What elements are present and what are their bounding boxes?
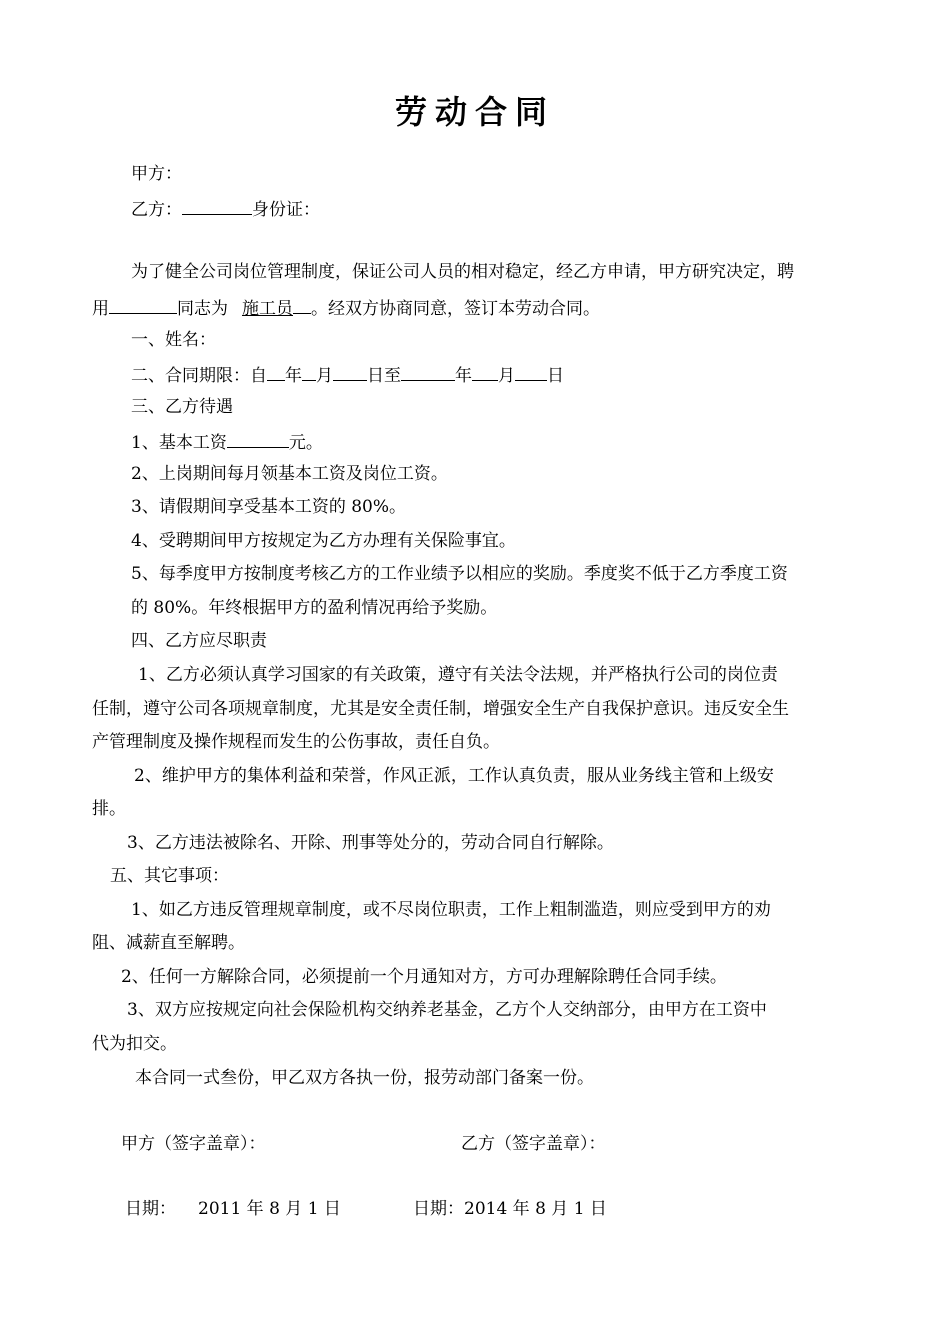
item-3-4: 4、受聘期间甲方按规定为乙方办理有关保险事宜。: [131, 531, 516, 551]
party-b-date: 日期：2014 年 8 月 1 日: [413, 1199, 607, 1219]
term-start-month-blank: [302, 362, 316, 381]
term-month-text: 月: [316, 366, 333, 386]
party-b-line: [131, 196, 320, 221]
intro-hire-text: 用: [92, 299, 109, 319]
position-blank-tail: [293, 295, 311, 314]
item-4-2-line-1: 2、维护甲方的集体利益和荣誉，作风正派，工作认真负责，服从业务线主管和上级安: [134, 766, 774, 786]
item-4-1-line-2: 任制，遵守公司各项规章制度，尤其是安全责任制，增强安全生产自我保护意识。违反安全生: [92, 699, 789, 719]
section-1-name: 一、姓名：: [131, 330, 216, 350]
item-4-1-line-1: 1、乙方必须认真学习国家的有关政策，遵守有关法令法规，并严格执行公司的岗位责: [138, 665, 778, 685]
term-day2-text: 日: [547, 366, 564, 386]
section-4-title: 四、乙方应尽职责: [131, 631, 267, 651]
party-a-date-label: 日期：: [125, 1199, 176, 1219]
intro-line-2: [92, 295, 600, 320]
intro-line-1: 为了健全公司岗位管理制度，保证公司人员的相对稳定，经乙方申请，甲方研究决定，聘: [131, 262, 794, 282]
section-5-title: 五、其它事项：: [110, 866, 229, 886]
item-5-2: 2、任何一方解除合同，必须提前一个月通知对方，方可办理解除聘任合同手续。: [121, 967, 727, 987]
salary-line: [131, 429, 323, 454]
intro-comrade-text: 同志为: [177, 299, 228, 319]
term-year-text: 年: [285, 366, 302, 386]
section-3-title: 三、乙方待遇: [131, 397, 233, 417]
item-4-1-line-3: 产管理制度及操作规程而发生的公伤事故，责任自负。: [92, 732, 500, 752]
item-4-2-line-2: 排。: [92, 799, 126, 819]
id-card-label: 身份证：: [252, 200, 320, 220]
party-a-signature-label: 甲方（签字盖章）：: [121, 1134, 266, 1154]
item-5-1-line-2: 阻、减薪直至解聘。: [92, 933, 245, 953]
comrade-name-blank: [109, 295, 177, 314]
item-4-3: 3、乙方违法被除名、开除、刑事等处分的，劳动合同自行解除。: [127, 833, 614, 853]
party-b-signature-label: 乙方（签字盖章）：: [461, 1134, 606, 1154]
party-a-date-line: [125, 1198, 341, 1220]
item-3-5-line-2: 的 80%。年终根据甲方的盈利情况再给予奖励。: [131, 598, 498, 618]
item-3-3: 3、请假期间享受基本工资的 80%。: [131, 497, 407, 517]
party-a-date-value: 2011 年 8 月 1 日: [198, 1199, 341, 1219]
item-5-1-line-1: 1、如乙方违反管理规章制度，或不尽岗位职责，工作上粗制滥造，则应受到甲方的劝: [131, 900, 771, 920]
position-value: 施工员: [242, 299, 293, 319]
term-end-day-blank: [515, 362, 547, 381]
salary-blank: [227, 429, 289, 448]
document-title: 劳动合同: [394, 93, 555, 131]
item-3-2: 2、上岗期间每月领基本工资及岗位工资。: [131, 464, 448, 484]
salary-unit: 元。: [288, 433, 323, 453]
section-2-term: [131, 362, 564, 387]
party-a-line: [131, 163, 182, 185]
intro-tail-text: 。经双方协商同意，签订本劳动合同。: [311, 299, 600, 319]
term-start-day-blank: [333, 362, 367, 381]
party-b-name-blank: [182, 196, 252, 215]
item-5-3-line-1: 3、双方应按规定向社会保险机构交纳养老基金，乙方个人交纳部分，由甲方在工资中: [127, 1000, 767, 1020]
term-end-year-blank: [401, 362, 455, 381]
copies-clause: 本合同一式叁份，甲乙双方各执一份，报劳动部门备案一份。: [135, 1068, 594, 1088]
salary-label: 1、基本工资: [131, 433, 227, 453]
item-5-3-line-2: 代为扣交。: [92, 1034, 177, 1054]
item-3-5-line-1: 5、每季度甲方按制度考核乙方的工作业绩予以相应的奖励。季度奖不低于乙方季度工资: [131, 564, 788, 584]
party-a-label: 甲方：: [131, 164, 182, 184]
term-day-to-text: 日至: [367, 366, 401, 386]
term-start-year-blank: [267, 362, 285, 381]
term-label: 二、合同期限：自: [131, 366, 267, 386]
term-end-month-blank: [472, 362, 498, 381]
term-year2-text: 年: [455, 366, 472, 386]
term-month2-text: 月: [498, 366, 515, 386]
party-b-label: 乙方：: [131, 200, 182, 220]
